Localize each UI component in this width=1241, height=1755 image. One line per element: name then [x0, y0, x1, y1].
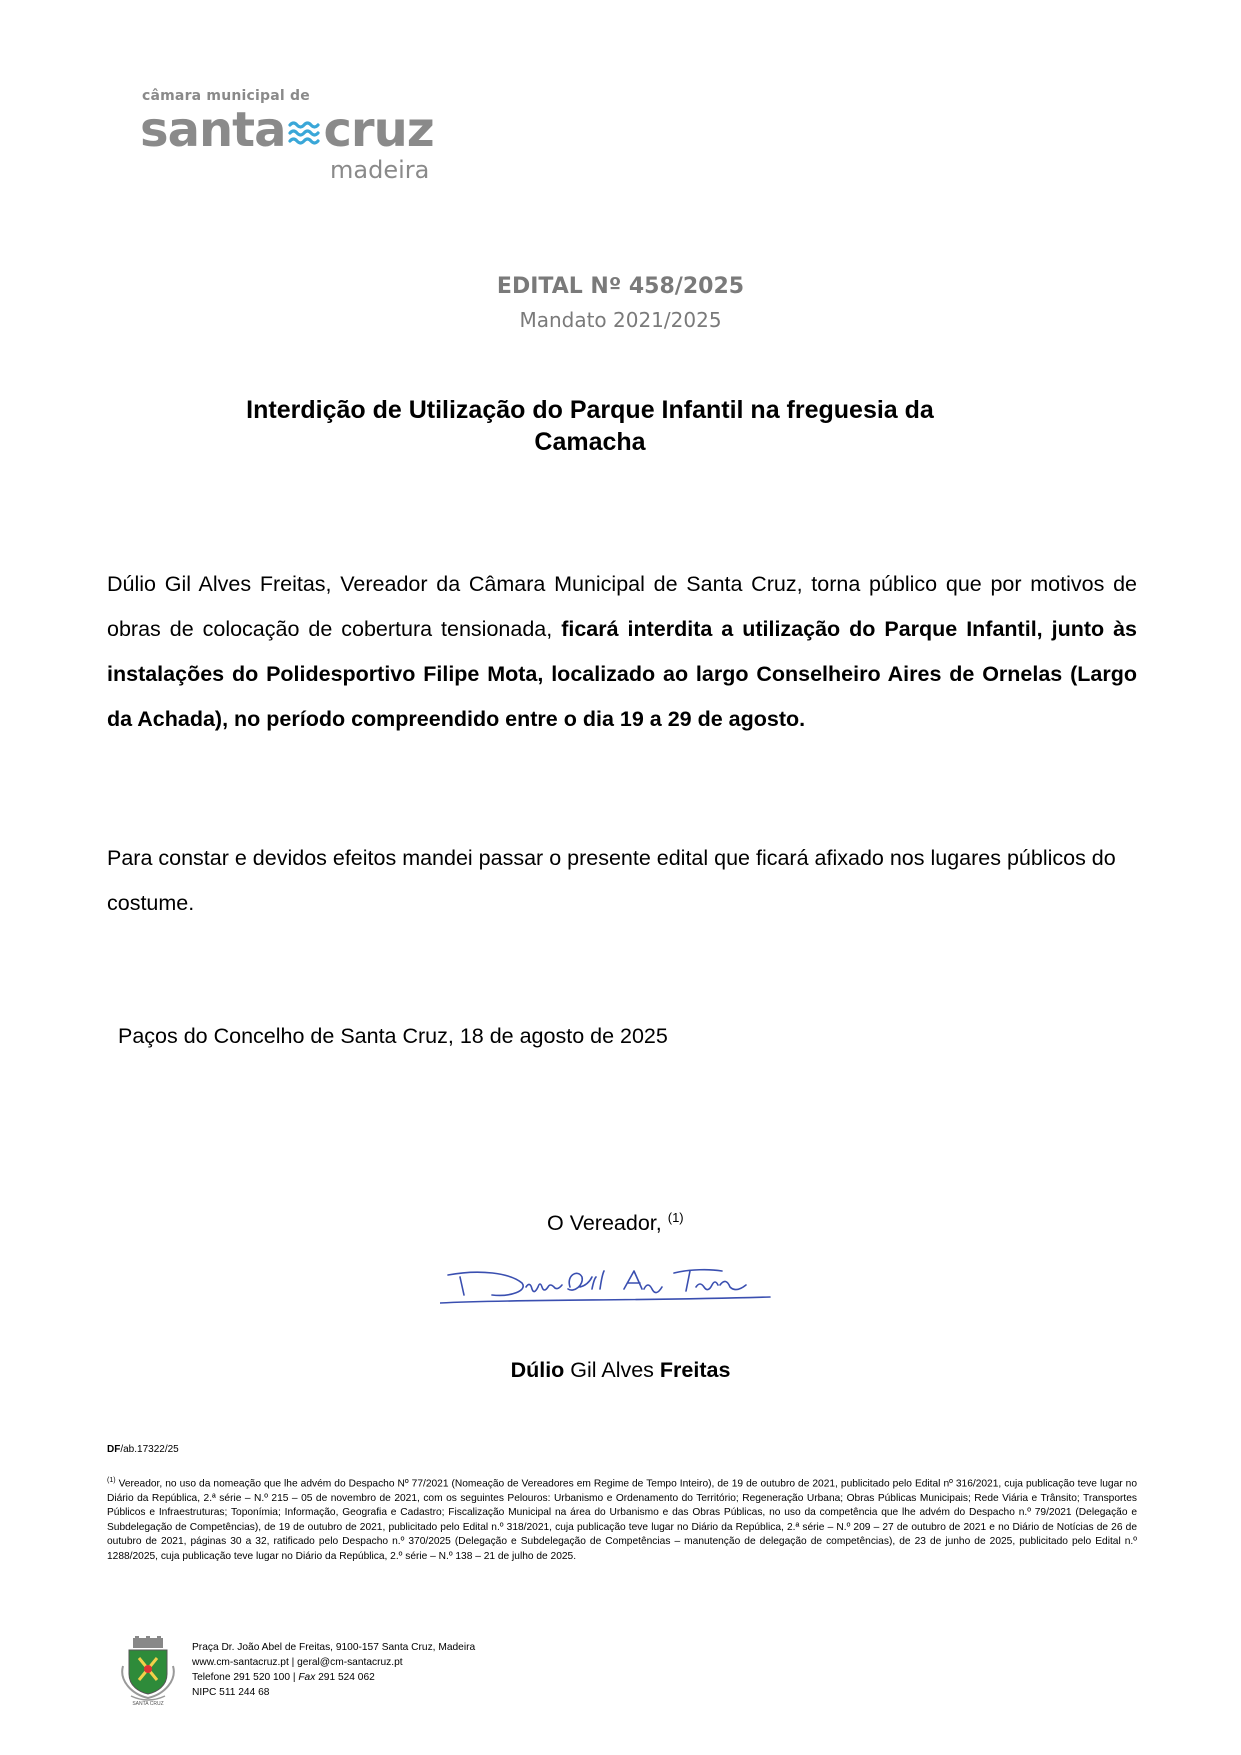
role-label: O Vereador,	[547, 1211, 662, 1236]
mandate-period: Mandato 2021/2025	[519, 308, 722, 332]
document-reference	[107, 1444, 179, 1455]
reference-initials: DF	[107, 1444, 121, 1455]
place-and-date: Paços do Concelho de Santa Cruz, 18 de agosto de 2025	[118, 1024, 668, 1048]
edital-number: EDITAL Nº 458/2025	[496, 274, 745, 299]
announcement-intro: Dúlio Gil Alves Freitas, Vereador da Câmara Municipal de Santa Cruz, torna público que por motivos de obras de colocação de cobertura tensionada,	[107, 572, 1137, 641]
crest-label: SANTA CRUZ	[132, 1701, 164, 1707]
fax-label: Fax	[298, 1672, 316, 1683]
footnote-text: Vereador, no uso da nomeação que lhe advém do Despacho Nº 77/2021 (Nomeação de Vereadores em Regime de Tempo Inteiro), de 19 de outubro de 2021, publicitado pelo Edital nº 316/2021, cuja publicação teve lugar no Diário da República, 2.ª série – N.º 215 – 05 de novembro de 2021, com os seguintes Pelouros: Urbanismo e Ordenamento do Território; Regeneração Urbana; Obras Públicas Municipais; Rede Viária e Trânsito; Transportes Públicos e Infraestruturas; Toponímia; Informação, Geografia e Cadastro; Fiscalização Municipal na área do Urbanismo e das Obras Públicas, no uso da competência que lhe advém do Despacho n.º 79/2021 (Delegação e Subdelegação de Competências), de 19 de outubro de 2021, publicitado pelo Edital n.º 318/2021, cuja publicação teve lugar no Diário da República, 2.ª série – N.º 209 – 27 de outubro de 2021 e no Diário de Notícias de 26 de outubro de 2021, páginas 30 a 32, ratificado pelo Despacho n.º 370/2025 (Delegação e Subdelegação de Competências – manutenção de delegação de competências), de 23 de junho de 2025, publicitado pelo Edital n.º 1288/2025, cuja publicação teve lugar no Diário da República, 2.º série – N.º 138 – 21 de julho de 2025.	[107, 1478, 1137, 1562]
phone-text: Telefone 291 520 100 |	[192, 1672, 299, 1683]
signer-middle-name: Gil Alves	[564, 1358, 660, 1382]
signatory-role	[547, 1210, 684, 1236]
signer-last-name: Freitas	[659, 1358, 731, 1382]
fax-number: 291 524 062	[315, 1672, 375, 1683]
nipc-line: NIPC 511 244 68	[192, 1687, 270, 1698]
logo-main-text	[140, 102, 434, 158]
document-title	[200, 394, 980, 458]
logo-main-left: santa	[140, 102, 286, 158]
footnote	[107, 1474, 1137, 1564]
logo-small-text: câmara municipal de	[142, 88, 310, 104]
reference-code: /ab.17322/25	[120, 1444, 179, 1455]
signer-first-name: Dúlio	[510, 1358, 565, 1382]
publication-paragraph: Para constar e devidos efeitos mandei passar o presente edital que ficará afixado nos lugares públicos do costume.	[107, 846, 1116, 915]
handwritten-signature	[440, 1255, 790, 1315]
logo-sub-text: madeira	[330, 156, 430, 184]
footnote-marker: (1)	[667, 1210, 684, 1225]
web-email-line: www.cm-santacruz.pt | geral@cm-santacruz.pt	[192, 1657, 403, 1668]
signatory-name	[0, 1358, 1241, 1383]
municipality-logo	[140, 86, 460, 186]
title-line-1: Interdição de Utilização do Parque Infantil na freguesia da	[246, 396, 934, 424]
waves-icon	[287, 116, 321, 150]
phone-fax-line	[192, 1670, 475, 1685]
announcement-paragraph	[107, 562, 1137, 742]
footnote-number: (1)	[107, 1477, 116, 1484]
contact-block	[192, 1640, 475, 1700]
coat-of-arms-icon	[117, 1636, 179, 1704]
announcement-highlight: ficará interdita a utilização do Parque Infantil, junto às instalações do Polidesportivo Filipe Mota, localizado ao largo Conselheiro Aires de Ornelas (Largo da Achada), no período compreendido entre o dia 19 a 29 de agosto.	[107, 617, 1137, 731]
title-line-2: Camacha	[534, 428, 646, 456]
logo-main-right: cruz	[323, 102, 434, 158]
address-line: Praça Dr. João Abel de Freitas, 9100-157 Santa Cruz, Madeira	[192, 1642, 476, 1653]
